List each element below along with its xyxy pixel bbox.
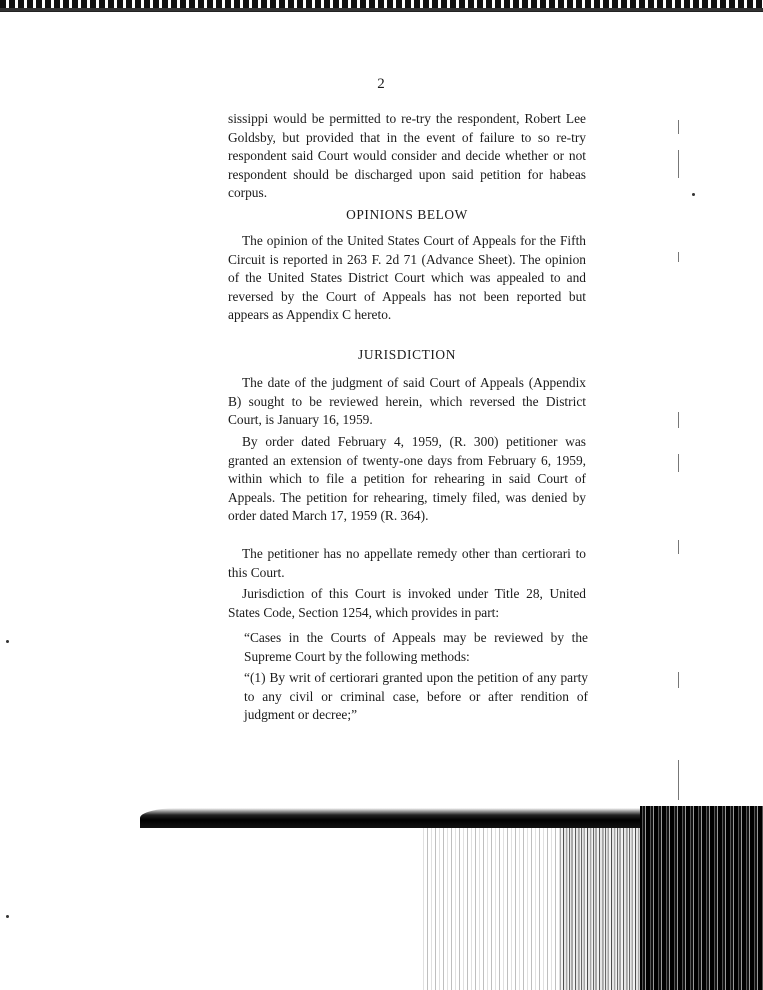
statute-quote-2-block: [244, 669, 588, 725]
scan-noise: [560, 826, 640, 990]
jurisdiction-paragraph-1: The date of the judgment of said Court of Appeals (Appendix B) sought to be reviewed herein, which reversed the District Court, is January 16, 1959.: [228, 375, 586, 428]
margin-mark: [678, 540, 679, 554]
scan-dark-block: [640, 806, 763, 990]
margin-mark: [678, 760, 679, 800]
scan-top-rule: [0, 8, 763, 11]
margin-dot: [6, 915, 9, 918]
opinions-below-paragraph: The opinion of the United States Court of Appeals for the Fifth Circuit is reported in 263 F. 2d 71 (Advance Sheet). The opinion of the United States District Court which was appealed to and reversed by the Court of Appeals has not been reported but appears as Appendix C hereto.: [228, 233, 586, 323]
margin-dot: [6, 640, 9, 643]
margin-mark: [678, 672, 679, 688]
jurisdiction-paragraph-2-block: [228, 433, 586, 526]
jurisdiction-heading: JURISDICTION: [358, 347, 456, 362]
intro-text: sissippi would be permitted to re-try the respondent, Robert Lee Goldsby, but provided that in the event of failure to so re-try respondent said Court would consider and decide whether or not respondent should be discharged upon said petition for habeas corpus.: [228, 111, 586, 201]
jurisdiction-paragraph-3-block: [228, 545, 586, 582]
jurisdiction-paragraph-2: By order dated February 4, 1959, (R. 300) petitioner was granted an extension of twenty-one days from February 6, 1959, within which to file a petition for rehearing in said Court of Appeals. The petition for rehearing, timely filed, was denied by order dated March 17, 1959 (R. 364).: [228, 434, 586, 524]
margin-mark: [678, 150, 679, 178]
opinions-below-heading: OPINIONS BELOW: [346, 207, 468, 222]
intro-paragraph: [228, 110, 586, 203]
statute-quote-2: “(1) By writ of certiorari granted upon the petition of any party to any civil or criminal case, before or after rendition of judgment or decree;”: [244, 670, 588, 723]
statute-quote-1: “Cases in the Courts of Appeals may be reviewed by the Supreme Court by the following methods:: [244, 630, 588, 664]
margin-mark: [678, 454, 679, 472]
margin-mark: [678, 252, 679, 262]
statute-quote-1-block: [244, 629, 588, 666]
margin-dot: [692, 193, 695, 196]
margin-mark: [678, 412, 679, 428]
jurisdiction-paragraph-1-block: [228, 374, 586, 430]
jurisdiction-paragraph-3: The petitioner has no appellate remedy other than certiorari to this Court.: [228, 546, 586, 580]
jurisdiction-paragraph-4-block: [228, 585, 586, 622]
jurisdiction-paragraph-4: Jurisdiction of this Court is invoked under Title 28, United States Code, Section 1254, which provides in part:: [228, 586, 586, 620]
page-number: 2: [377, 76, 386, 92]
opinions-below-section: [228, 232, 586, 325]
margin-mark: [678, 120, 679, 134]
